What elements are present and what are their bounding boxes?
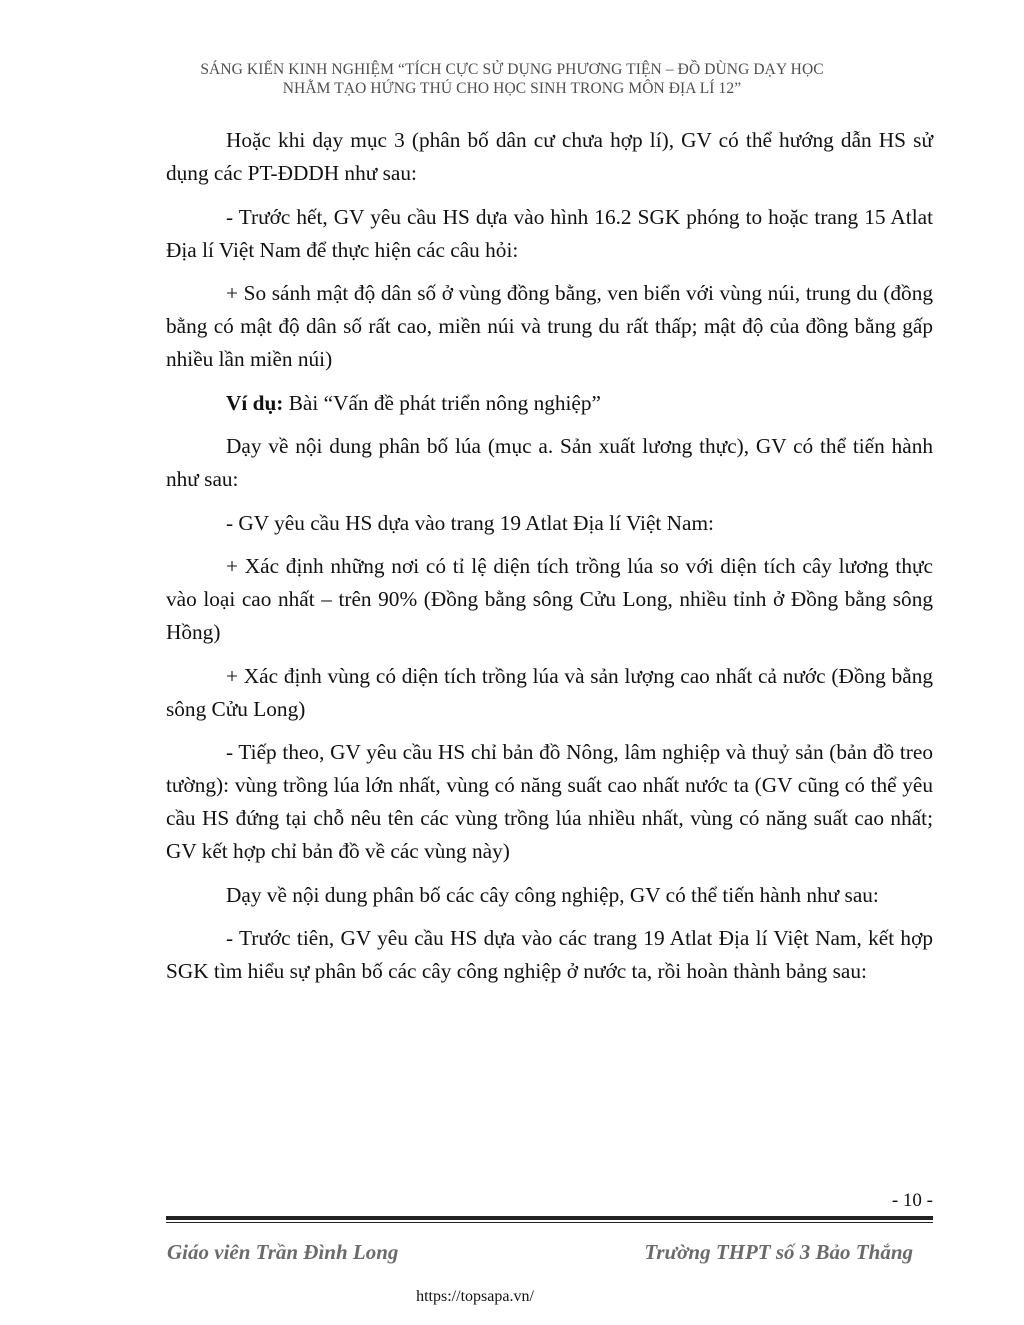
example-paragraph	[166, 387, 933, 420]
header-line-2: NHẰM TẠO HỨNG THÚ CHO HỌC SINH TRONG MÔN ĐỊA LÍ 12”	[282, 80, 742, 97]
body-text	[166, 124, 933, 999]
header-line-1: SÁNG KIẾN KINH NGHIỆM “TÍCH CỰC SỬ DỤNG PHƯƠNG TIỆN – ĐỒ DÙNG DẠY HỌC	[200, 61, 824, 78]
footer-school: Trường THPT số 3 Bảo Thắng	[644, 1240, 913, 1264]
paragraph: Dạy về nội dung phân bố các cây công nghiệp, GV có thể tiến hành như sau:	[226, 882, 879, 907]
document-header	[150, 60, 874, 98]
example-label: Ví dụ:	[226, 390, 284, 415]
source-url: https://topsapa.vn/	[416, 1288, 534, 1305]
paragraph: + Xác định những nơi có tỉ lệ diện tích trồng lúa so với diện tích cây lương thực vào loại cao nhất – trên 90% (Đồng bằng sông Cửu Long, nhiều tỉnh ở Đồng bằng sông Hồng)	[166, 554, 933, 644]
paragraph: Dạy về nội dung phân bố lúa (mục a. Sản xuất lương thực), GV có thể tiến hành như sau:	[166, 434, 933, 491]
footer-rule-thin	[166, 1222, 933, 1223]
example-text: Bài “Vấn đề phát triển nông nghiệp”	[283, 390, 601, 415]
paragraph: + So sánh mật độ dân số ở vùng đồng bằng, ven biển với vùng núi, trung du (đồng bằng có mật độ dân số rất cao, miền núi và trung du rất thấp; mật độ của đồng bằng gấp nhiều lần miền núi)	[166, 281, 933, 371]
paragraph: - GV yêu cầu HS dựa vào trang 19 Atlat Địa lí Việt Nam:	[226, 510, 714, 535]
footer-rule-thick	[166, 1216, 933, 1220]
paragraph: + Xác định vùng có diện tích trồng lúa và sản lượng cao nhất cả nước (Đồng bằng sông Cửu Long)	[166, 663, 933, 721]
paragraph: - Trước hết, GV yêu cầu HS dựa vào hình 16.2 SGK phóng to hoặc trang 15 Atlat Địa lí Việt Nam để thực hiện các câu hỏi:	[166, 204, 933, 262]
paragraph: - Trước tiên, GV yêu cầu HS dựa vào các trang 19 Atlat Địa lí Việt Nam, kết hợp SGK tìm hiểu sự phân bố các cây công nghiệp ở nước ta, rồi hoàn thành bảng sau:	[166, 926, 933, 983]
paragraph: - Tiếp theo, GV yêu cầu HS chỉ bản đồ Nông, lâm nghiệp và thuỷ sản (bản đồ treo tường): vùng trồng lúa lớn nhất, vùng có năng suất cao nhất nước ta (GV cũng có thể yêu cầu HS đứng tại chỗ nêu tên các vùng trồng lúa nhiều nhất, vùng có năng suất cao nhất; GV kết hợp chỉ bản đồ về các vùng này)	[166, 740, 933, 863]
page-number: - 10 -	[891, 1190, 933, 1211]
footer-teacher: Giáo viên Trần Đình Long	[167, 1240, 399, 1264]
paragraph: Hoặc khi dạy mục 3 (phân bố dân cư chưa hợp lí), GV có thể hướng dẫn HS sử dụng các PT-ĐDDH như sau:	[166, 128, 933, 185]
